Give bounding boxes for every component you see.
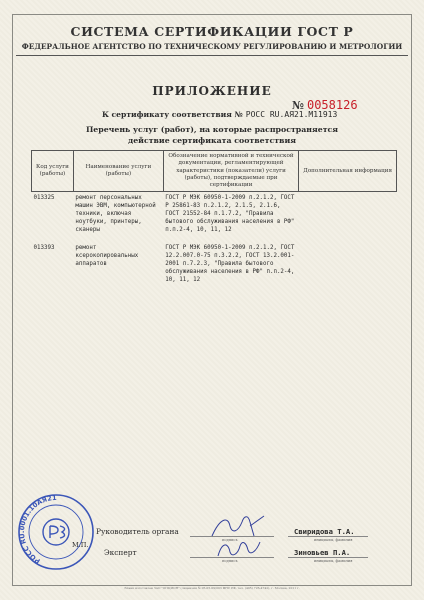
certificate-reference: [102, 110, 337, 119]
expert-label: Эксперт: [104, 548, 137, 557]
head-signature-hint: подпись: [222, 538, 238, 542]
expert-initials-hint: инициалы, фамилия: [314, 559, 353, 563]
row-additional-info: [299, 242, 397, 292]
certification-seal: [16, 492, 96, 572]
expert-name: Зиновьев П.А.: [294, 548, 351, 557]
subtitle-line-2: действие сертификата соответствия: [128, 136, 296, 145]
subtitle-line-1: Перечень услуг (работ), на которые распространяется: [85, 125, 339, 134]
row-documents: ГОСТ Р МЭК 60950-1-2009 п.2.1.2, ГОСТ 12.2.007.0-75 п.3.2.2, ГОСТ 13.2.001-2001 п.7.2.3, "Правила бытового обслуживания населения в РФ" п.п.2-4, 10, 11, 12: [165, 245, 295, 283]
expert-name-line: [288, 557, 368, 558]
row-service-name: ремонт ксерокопировальных аппаратов: [75, 245, 139, 268]
row-documents: ГОСТ Р МЭК 60950-1-2009 п.2.1.2, ГОСТ Р 25861-83 п.2.1.2, 2.1.5, 2.1.6, ГОСТ 21552-84 п.1.7.2, "Правила бытового обслуживания населения в РФ" п.п.2-4, 10, 11, 12: [165, 195, 295, 233]
document-title: ПРИЛОЖЕНИЕ: [152, 84, 272, 98]
certificate-number: POCC RU.AЯ21.M11913: [245, 110, 338, 119]
seal-text: РОСС RU.0001.10АЯ21: [17, 493, 57, 566]
head-signature: [210, 512, 266, 540]
head-initials-hint: инициалы, фамилия: [314, 538, 353, 542]
row-service-name: ремонт персональных машин ЭВМ, компьютерной техники, включая ноутбуки, принтеры, сканеры: [75, 195, 156, 233]
serial-number: 0058126: [306, 98, 358, 112]
row-additional-info: [299, 192, 397, 243]
head-label: Руководитель органа: [96, 527, 179, 536]
services-table: [31, 150, 397, 292]
certificate-label: К сертификату соответствия №: [102, 110, 243, 119]
row-code: 013393: [33, 245, 55, 252]
seal-label: М.П.: [72, 541, 89, 549]
head-name-line: [288, 536, 368, 537]
svg-text:РОСС RU.0001.10АЯ21: [18, 494, 57, 565]
table-row: [32, 242, 397, 292]
expert-signature: [216, 538, 262, 560]
footer-note: Бланк изготовлен ЗАО "ОПЦИОН" (лицензия № 05-05-09/003 ФНС РФ, тел. (495) 726-4742), г. Москва, 2011 г.: [124, 586, 300, 590]
expert-signature-hint: подпись: [222, 559, 238, 563]
row-code: 013325: [33, 195, 55, 202]
header-additional-info: Дополнительная информация: [299, 151, 397, 192]
serial-label: №: [292, 99, 304, 112]
system-title: СИСТЕМА СЕРТИФИКАЦИИ ГОСТ Р: [70, 24, 354, 39]
header-documents: Обозначение нормативной и технической документации, регламентирующей характеристики (показатели) услуги (работы), подтверждаемые при сертификации: [163, 151, 299, 192]
header-divider: [16, 55, 408, 56]
agency-title: ФЕДЕРАЛЬНОЕ АГЕНТСТВО ПО ТЕХНИЧЕСКОМУ РЕГУЛИРОВАНИЮ И МЕТРОЛОГИИ: [21, 42, 403, 51]
table-row: [32, 192, 397, 243]
head-name: Свиридова Т.А.: [294, 527, 355, 536]
header-code: Код услуги (работы): [32, 151, 74, 192]
header-service-name: Наименование услуги (работы): [73, 151, 163, 192]
table-header-row: [32, 151, 397, 192]
